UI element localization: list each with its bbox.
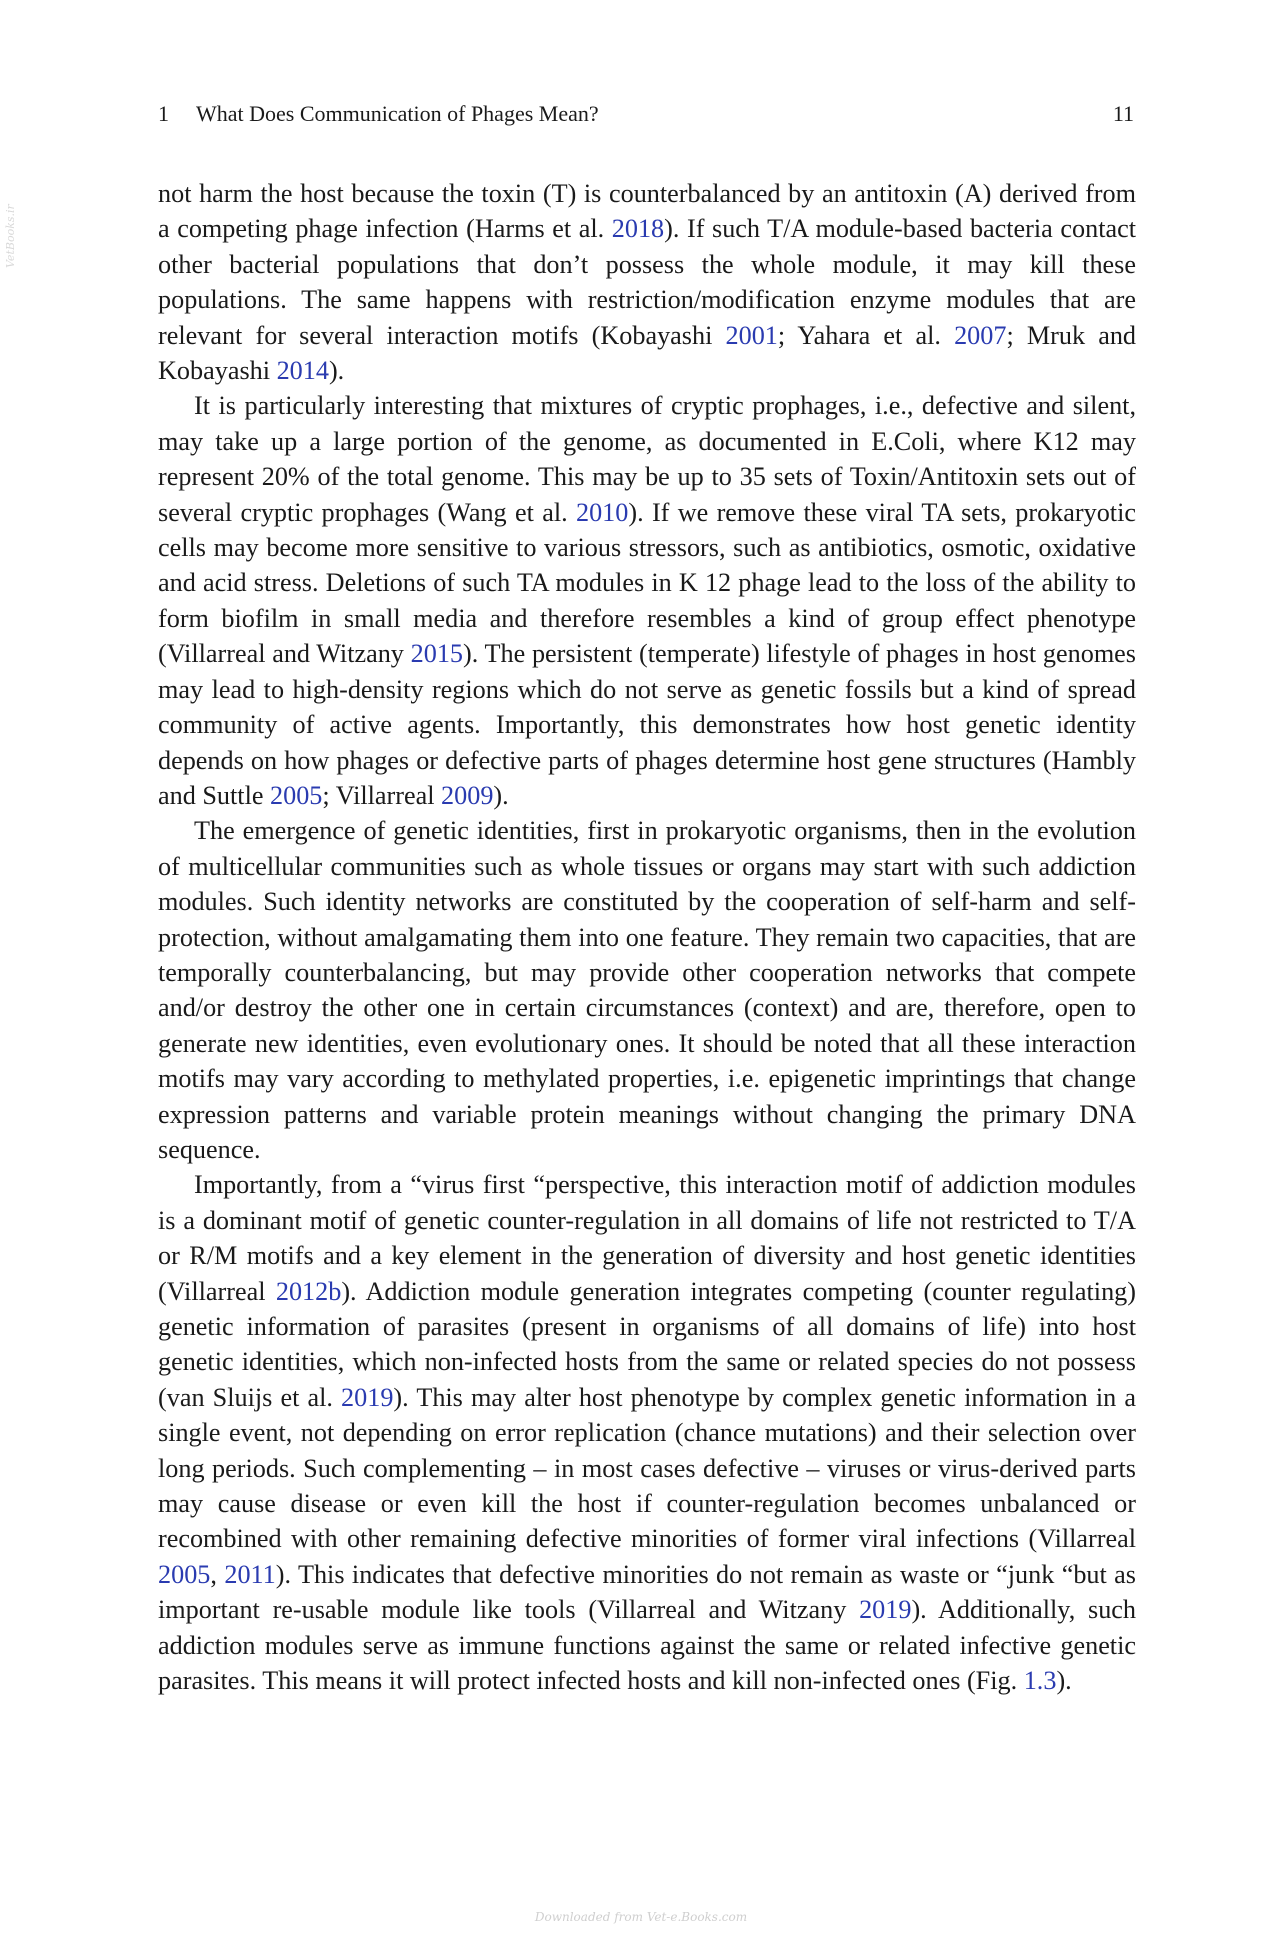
chapter-number: 1 (158, 101, 169, 126)
citation-link[interactable]: 2018 (611, 214, 665, 244)
paragraph (158, 1167, 1136, 1698)
text-run: ). The persistent (temperate) lifestyle of phages in host genomes may lead to high-density regions which do not serve as genetic fossils but a kind of spread community of active agents. Importantly, this demonstrates how host genetic identity depends on how phages or defective parts of phages determine host gene structures (Hambly and Suttle (158, 639, 1136, 810)
citation-link[interactable]: 1.3 (1023, 1666, 1057, 1696)
citation-link[interactable]: 2015 (410, 639, 463, 669)
text-run: ; Yahara et al. (777, 320, 955, 350)
text-run: ). This may alter host phenotype by complex genetic information in a single event, not depending on error replication (chance mutations) and their selection over long periods. Such complementing – in most cases defective – viruses or virus-derived parts may cause disease or even kill the host if counter-regulation becomes unbalanced or recombined with other remaining defective minorities of former viral infections (Villarreal (158, 1382, 1136, 1554)
text-run: ). Addiction module generation integrates competing (counter regulating) genetic information of parasites (present in organisms of all domains of life) into host genetic identities, which non-infected hosts from the same or related species do not possess (van Sluijs et al. (158, 1276, 1136, 1412)
citation-link[interactable]: 2005 (158, 1559, 211, 1589)
text-run: ). (1056, 1666, 1072, 1696)
citation-link[interactable]: 2019 (859, 1595, 912, 1625)
citation-link[interactable]: 2012b (275, 1276, 342, 1306)
paragraph (158, 176, 1136, 388)
citation-link[interactable]: 2005 (270, 780, 323, 810)
text-run: ). If we remove these viral TA sets, prokaryotic cells may become more sensitive to various stressors, such as antibiotics, osmotic, oxidative and acid stress. Deletions of such TA modules in K 12 phage lead to the loss of the ability to form biofilm in small media and therefore resembles a kind of group effect phenotype (Villarreal and Witzany (158, 497, 1136, 669)
paragraph (158, 813, 1136, 1167)
paragraph (158, 388, 1136, 813)
citation-link[interactable]: 2011 (224, 1559, 276, 1589)
text-run: , (210, 1559, 225, 1589)
text-run: ; Mruk and Kobayashi (158, 320, 1137, 386)
text-run: ). Additionally, such addiction modules serve as immune functions against the same or related infective genetic parasites. This means it will protect infected hosts and kill non-infected ones (Fig. (158, 1595, 1137, 1696)
citation-link[interactable]: 2009 (441, 780, 494, 810)
side-watermark: VetBooks.ir (4, 204, 17, 268)
text-run: not harm the host because the toxin (T) is counterbalanced by an antitoxin (A) derived from a competing phage infection (Harms et al. (158, 179, 1136, 244)
citation-link[interactable]: 2001 (725, 320, 778, 350)
text-run: The emergence of genetic identities, first in prokaryotic organisms, then in the evolution of multicellular communities such as whole tissues or organs may start with such addiction modules. Such identity networks are constituted by the cooperation of self-harm and self-protection, without amalgamating them into one feature. They remain two capacities, that are temporally counterbalancing, but may provide other cooperation networks that compete and/or destroy the other one in certain circumstances (context) and are, therefore, open to generate new identities, even evolutionary ones. It should be noted that all these interaction motifs may vary according to methylated properties, i.e. epigenetic imprintings that change expression patterns and variable protein meanings without changing the primary DNA sequence. (158, 816, 1136, 1164)
body-text (158, 176, 1136, 1698)
running-head (158, 100, 1134, 128)
text-run: ). (328, 356, 345, 386)
text-run: ). This indicates that defective minorities do not remain as waste or “junk “but as important re-usable module like tools (Villarreal and Witzany (158, 1559, 1137, 1625)
text-run: ). If such T/A module-based bacteria contact other bacterial populations that don’t possess the whole module, it may kill these populations. The same happens with restriction/modification enzyme modules that are relevant for several interaction motifs (Kobayashi (158, 214, 1136, 350)
text-run: Importantly, from a “virus first “perspective, this interaction motif of addiction modules is a dominant motif of genetic counter-regulation in all domains of life not restricted to T/A or R/M motifs and a key element in the generation of diversity and host genetic identities (Villarreal (158, 1170, 1136, 1306)
page-number: 11 (1112, 101, 1134, 126)
footer-watermark: Downloaded from Vet-e.Books.com (534, 1910, 748, 1924)
citation-link[interactable]: 2014 (276, 356, 329, 386)
text-run: ). (493, 780, 509, 810)
citation-link[interactable]: 2019 (341, 1382, 394, 1412)
citation-link[interactable]: 2010 (575, 497, 629, 527)
text-run: ; Villarreal (322, 780, 442, 810)
chapter-title: What Does Communication of Phages Mean? (196, 101, 599, 126)
citation-link[interactable]: 2007 (954, 320, 1007, 350)
text-run: It is particularly interesting that mixtures of cryptic prophages, i.e., defective and silent, may take up a large portion of the genome, as documented in E.Coli, where K12 may represent 20% of the total genome. This may be up to 35 sets of Toxin/​Antitoxin sets out of several cryptic prophages (Wang et al. (158, 391, 1136, 527)
